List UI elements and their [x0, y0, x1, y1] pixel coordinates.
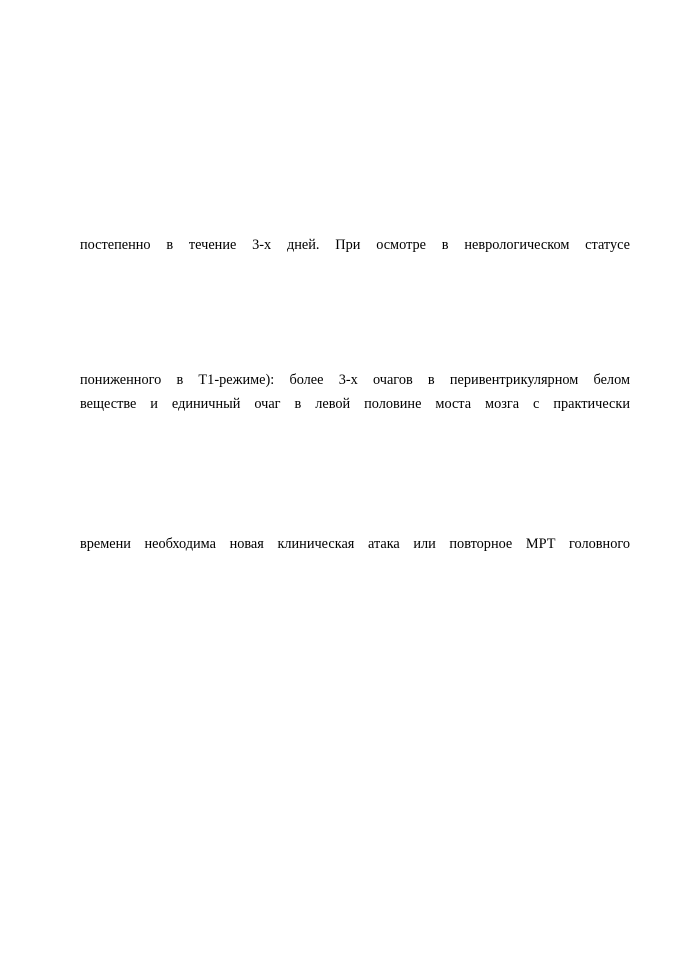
- text-line: веществе и единичный очаг в левой половине моста мозга с практически: [80, 396, 630, 412]
- text-line: времени необходима новая клиническая атака или повторное МРТ головного: [80, 536, 630, 552]
- text-line: пониженного в Т1-режиме): более 3-х очагов в перивентрикулярном белом: [80, 372, 630, 388]
- text-line: постепенно в течение 3-х дней. При осмотре в неврологическом статусе: [80, 237, 630, 253]
